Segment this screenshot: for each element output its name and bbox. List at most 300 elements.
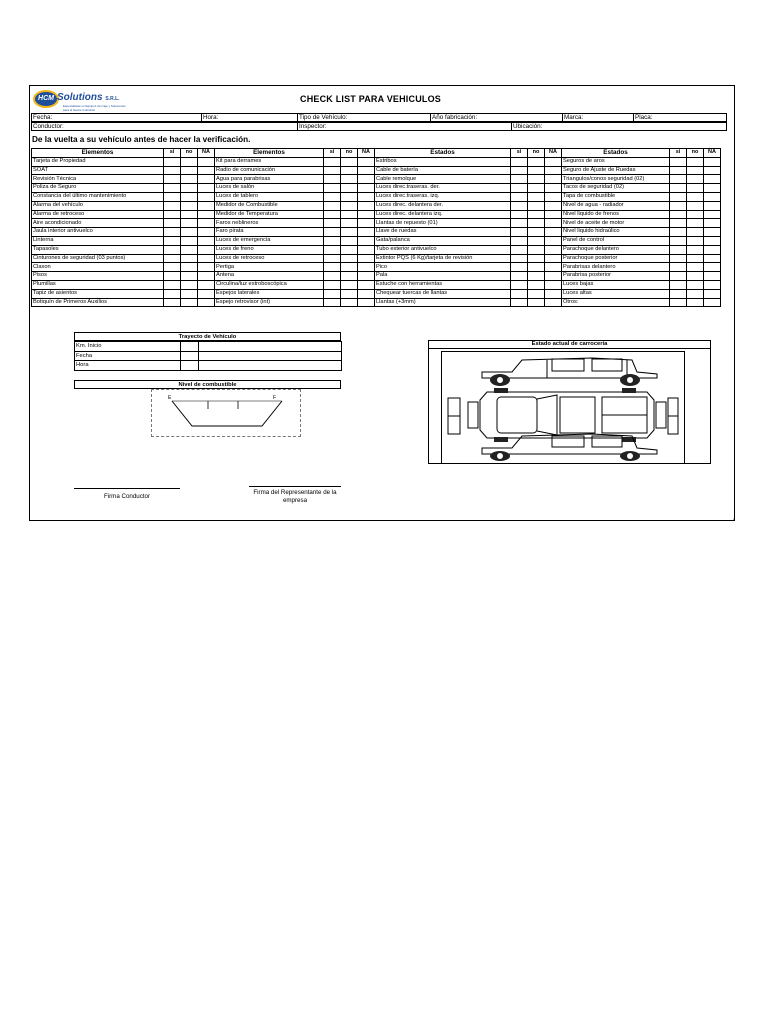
- check-na-cell[interactable]: [358, 272, 375, 281]
- item-label: Estribos: [375, 157, 511, 166]
- check-no-cell[interactable]: [341, 236, 358, 245]
- check-na-cell[interactable]: [704, 166, 721, 175]
- check-na-cell[interactable]: [358, 219, 375, 228]
- check-na-cell[interactable]: [545, 192, 562, 201]
- driver-signature-label: Firma Conductor: [103, 493, 151, 500]
- check-no-cell[interactable]: [687, 272, 704, 281]
- check-na-cell[interactable]: [198, 263, 215, 272]
- fuel-gauge-graphic: [152, 390, 302, 438]
- item-label: Alarma de retroceso: [32, 210, 164, 219]
- check-na-cell[interactable]: [545, 263, 562, 272]
- check-na-cell[interactable]: [358, 201, 375, 210]
- table-row: [32, 254, 721, 263]
- check-si-cell[interactable]: [670, 210, 687, 219]
- item-label: Alarma del vehículo: [32, 201, 164, 210]
- check-si-cell[interactable]: [670, 228, 687, 237]
- table-row: [32, 157, 721, 166]
- check-si-cell[interactable]: [164, 289, 181, 298]
- check-na-cell[interactable]: [704, 157, 721, 166]
- table-row: [32, 298, 721, 307]
- check-no-cell[interactable]: [528, 192, 545, 201]
- check-na-cell[interactable]: [545, 210, 562, 219]
- check-na-cell[interactable]: [358, 157, 375, 166]
- check-na-cell[interactable]: [704, 175, 721, 184]
- item-label: Medidor de Combustible: [215, 201, 324, 210]
- check-si-cell[interactable]: [324, 201, 341, 210]
- check-na-cell[interactable]: [198, 219, 215, 228]
- trip-row: [75, 361, 342, 371]
- item-label: Radio de comunicación: [215, 166, 324, 175]
- item-label: Panel de control: [562, 236, 670, 245]
- check-na-cell[interactable]: [545, 157, 562, 166]
- check-no-cell[interactable]: [181, 289, 198, 298]
- field-inspector[interactable]: Inspector:: [297, 123, 511, 131]
- inspection-table: [31, 148, 721, 307]
- check-no-cell[interactable]: [181, 210, 198, 219]
- check-na-cell[interactable]: [198, 228, 215, 237]
- header-estados: Estados: [562, 149, 670, 158]
- header-no: no: [181, 149, 198, 158]
- check-no-cell[interactable]: [341, 157, 358, 166]
- check-no-cell[interactable]: [528, 272, 545, 281]
- check-si-cell[interactable]: [670, 280, 687, 289]
- item-label: Chequear tuercas de llantas: [375, 289, 511, 298]
- check-na-cell[interactable]: [198, 245, 215, 254]
- check-no-cell[interactable]: [341, 272, 358, 281]
- check-na-cell[interactable]: [704, 210, 721, 219]
- check-si-cell[interactable]: [670, 272, 687, 281]
- table-row: [32, 184, 721, 193]
- check-no-cell[interactable]: [528, 175, 545, 184]
- check-na-cell[interactable]: [545, 228, 562, 237]
- check-no-cell[interactable]: [341, 289, 358, 298]
- check-na-cell[interactable]: [704, 254, 721, 263]
- check-no-cell[interactable]: [528, 219, 545, 228]
- check-no-cell[interactable]: [181, 280, 198, 289]
- table-row: [32, 263, 721, 272]
- check-no-cell[interactable]: [528, 289, 545, 298]
- check-no-cell[interactable]: [181, 298, 198, 307]
- item-label: Cable de batería: [375, 166, 511, 175]
- check-si-cell[interactable]: [164, 298, 181, 307]
- item-label: Luces bajas: [562, 280, 670, 289]
- item-label: Luces de retroceso: [215, 254, 324, 263]
- check-na-cell[interactable]: [198, 166, 215, 175]
- check-no-cell[interactable]: [341, 166, 358, 175]
- check-no-cell[interactable]: [341, 201, 358, 210]
- field-ubicacion[interactable]: Ubicación:: [511, 123, 728, 131]
- check-no-cell[interactable]: [528, 245, 545, 254]
- check-si-cell[interactable]: [511, 245, 528, 254]
- check-na-cell[interactable]: [704, 228, 721, 237]
- check-si-cell[interactable]: [324, 272, 341, 281]
- body-state-title: Estado actual de carrocería: [428, 340, 711, 349]
- check-na-cell[interactable]: [198, 272, 215, 281]
- driver-signature-line[interactable]: [74, 488, 180, 489]
- check-na-cell[interactable]: [358, 289, 375, 298]
- check-no-cell[interactable]: [687, 166, 704, 175]
- check-no-cell[interactable]: [181, 263, 198, 272]
- check-no-cell[interactable]: [528, 228, 545, 237]
- check-na-cell[interactable]: [545, 166, 562, 175]
- check-no-cell[interactable]: [528, 157, 545, 166]
- check-na-cell[interactable]: [704, 289, 721, 298]
- trip-value-cell[interactable]: [199, 342, 342, 352]
- check-na-cell[interactable]: [358, 236, 375, 245]
- field-tipo-vehiculo[interactable]: Tipo de Vehículo:: [297, 114, 430, 122]
- check-no-cell[interactable]: [181, 184, 198, 193]
- check-na-cell[interactable]: [358, 245, 375, 254]
- item-label: Plumillas: [32, 280, 164, 289]
- check-na-cell[interactable]: [198, 157, 215, 166]
- header-no: no: [341, 149, 358, 158]
- item-label: Constancia del último mantenimiento: [32, 192, 164, 201]
- check-si-cell[interactable]: [511, 184, 528, 193]
- company-rep-signature-line[interactable]: [249, 486, 341, 487]
- check-na-cell[interactable]: [198, 298, 215, 307]
- check-si-cell[interactable]: [164, 254, 181, 263]
- check-no-cell[interactable]: [687, 184, 704, 193]
- check-no-cell[interactable]: [528, 298, 545, 307]
- item-label: Llave de ruedas: [375, 228, 511, 237]
- check-no-cell[interactable]: [687, 192, 704, 201]
- check-si-cell[interactable]: [164, 236, 181, 245]
- check-na-cell[interactable]: [198, 254, 215, 263]
- trip-table: [74, 341, 342, 371]
- check-si-cell[interactable]: [324, 254, 341, 263]
- check-si-cell[interactable]: [324, 166, 341, 175]
- check-na-cell[interactable]: [198, 210, 215, 219]
- item-label: Cable remolque: [375, 175, 511, 184]
- item-label: Seguros de aros: [562, 157, 670, 166]
- vehicle-diagram[interactable]: [441, 351, 685, 464]
- check-no-cell[interactable]: [687, 236, 704, 245]
- check-si-cell[interactable]: [670, 157, 687, 166]
- table-row: [32, 289, 721, 298]
- check-no-cell[interactable]: [341, 175, 358, 184]
- check-no-cell[interactable]: [687, 245, 704, 254]
- check-si-cell[interactable]: [164, 175, 181, 184]
- item-label: Estuche con herramientas: [375, 280, 511, 289]
- check-si-cell[interactable]: [670, 219, 687, 228]
- field-fecha[interactable]: Fecha:: [33, 114, 53, 121]
- check-si-cell[interactable]: [511, 228, 528, 237]
- check-na-cell[interactable]: [198, 201, 215, 210]
- corner-mark: x: [733, 517, 735, 521]
- check-si-cell[interactable]: [511, 280, 528, 289]
- check-si-cell[interactable]: [511, 254, 528, 263]
- fuel-empty-label: E: [168, 395, 172, 401]
- check-si-cell[interactable]: [670, 289, 687, 298]
- header-na: NA: [545, 149, 562, 158]
- check-na-cell[interactable]: [545, 175, 562, 184]
- trip-value-cell[interactable]: [199, 351, 342, 361]
- check-no-cell[interactable]: [181, 272, 198, 281]
- logo-brand-name: Solutions: [57, 92, 103, 103]
- check-no-cell[interactable]: [687, 298, 704, 307]
- field-placa[interactable]: Placa:: [633, 114, 728, 122]
- check-si-cell[interactable]: [164, 192, 181, 201]
- check-na-cell[interactable]: [704, 272, 721, 281]
- check-na-cell[interactable]: [198, 192, 215, 201]
- check-na-cell[interactable]: [545, 245, 562, 254]
- header-si: si: [164, 149, 181, 158]
- check-si-cell[interactable]: [324, 157, 341, 166]
- trip-value-cell[interactable]: [181, 342, 199, 352]
- check-no-cell[interactable]: [181, 228, 198, 237]
- check-si-cell[interactable]: [324, 210, 341, 219]
- check-si-cell[interactable]: [164, 272, 181, 281]
- check-si-cell[interactable]: [511, 175, 528, 184]
- check-na-cell[interactable]: [358, 298, 375, 307]
- check-no-cell[interactable]: [181, 175, 198, 184]
- check-si-cell[interactable]: [511, 298, 528, 307]
- check-no-cell[interactable]: [341, 192, 358, 201]
- check-si-cell[interactable]: [511, 157, 528, 166]
- item-label: Parabrisas delantero: [562, 263, 670, 272]
- check-no-cell[interactable]: [687, 175, 704, 184]
- check-na-cell[interactable]: [358, 184, 375, 193]
- check-si-cell[interactable]: [670, 263, 687, 272]
- item-label: Cinturones de seguridad (03 puntos): [32, 254, 164, 263]
- check-na-cell[interactable]: [358, 263, 375, 272]
- check-si-cell[interactable]: [164, 245, 181, 254]
- check-na-cell[interactable]: [704, 184, 721, 193]
- check-si-cell[interactable]: [511, 219, 528, 228]
- item-label: Antena: [215, 272, 324, 281]
- check-si-cell[interactable]: [164, 157, 181, 166]
- company-logo: [33, 89, 133, 114]
- check-no-cell[interactable]: [528, 184, 545, 193]
- check-na-cell[interactable]: [704, 236, 721, 245]
- check-no-cell[interactable]: [687, 289, 704, 298]
- item-label: Botiquín de Primeros Auxilios: [32, 298, 164, 307]
- item-label: Claxon: [32, 263, 164, 272]
- check-si-cell[interactable]: [164, 263, 181, 272]
- check-na-cell[interactable]: [545, 254, 562, 263]
- check-na-cell[interactable]: [545, 289, 562, 298]
- body-state-panel: [428, 340, 711, 464]
- trip-value-cell[interactable]: [199, 361, 342, 371]
- check-no-cell[interactable]: [687, 228, 704, 237]
- check-na-cell[interactable]: [704, 298, 721, 307]
- check-si-cell[interactable]: [324, 236, 341, 245]
- check-si-cell[interactable]: [511, 166, 528, 175]
- check-no-cell[interactable]: [687, 157, 704, 166]
- check-si-cell[interactable]: [324, 289, 341, 298]
- check-na-cell[interactable]: [198, 184, 215, 193]
- check-no-cell[interactable]: [181, 254, 198, 263]
- check-no-cell[interactable]: [687, 280, 704, 289]
- field-hora[interactable]: Hora:: [201, 114, 297, 122]
- check-si-cell[interactable]: [164, 184, 181, 193]
- check-na-cell[interactable]: [358, 228, 375, 237]
- header-si: si: [511, 149, 528, 158]
- check-na-cell[interactable]: [704, 263, 721, 272]
- check-si-cell[interactable]: [670, 236, 687, 245]
- check-na-cell[interactable]: [358, 254, 375, 263]
- check-si-cell[interactable]: [164, 219, 181, 228]
- trip-value-cell[interactable]: [181, 351, 199, 361]
- check-no-cell[interactable]: [528, 201, 545, 210]
- check-no-cell[interactable]: [528, 166, 545, 175]
- check-na-cell[interactable]: [358, 280, 375, 289]
- check-na-cell[interactable]: [198, 236, 215, 245]
- item-label: Triangulos/conos seguridad (02): [562, 175, 670, 184]
- check-no-cell[interactable]: [341, 219, 358, 228]
- check-na-cell[interactable]: [198, 175, 215, 184]
- check-na-cell[interactable]: [545, 236, 562, 245]
- header-na: NA: [198, 149, 215, 158]
- check-no-cell[interactable]: [341, 210, 358, 219]
- check-si-cell[interactable]: [164, 228, 181, 237]
- info-row-people: [31, 122, 727, 131]
- check-si-cell[interactable]: [324, 245, 341, 254]
- check-no-cell[interactable]: [181, 201, 198, 210]
- check-si-cell[interactable]: [511, 272, 528, 281]
- item-label: Tarjeta de Propiedad: [32, 157, 164, 166]
- check-no-cell[interactable]: [528, 210, 545, 219]
- item-label: Llantas (+3mm): [375, 298, 511, 307]
- check-na-cell[interactable]: [198, 280, 215, 289]
- check-si-cell[interactable]: [511, 192, 528, 201]
- check-na-cell[interactable]: [358, 166, 375, 175]
- check-si-cell[interactable]: [670, 166, 687, 175]
- check-na-cell[interactable]: [545, 184, 562, 193]
- check-si-cell[interactable]: [670, 175, 687, 184]
- check-na-cell[interactable]: [545, 280, 562, 289]
- field-marca[interactable]: Marca:: [562, 114, 633, 122]
- check-si-cell[interactable]: [670, 245, 687, 254]
- check-no-cell[interactable]: [181, 219, 198, 228]
- inspection-table-body: [32, 157, 721, 307]
- check-si-cell[interactable]: [324, 192, 341, 201]
- check-si-cell[interactable]: [324, 263, 341, 272]
- header-no: no: [687, 149, 704, 158]
- item-label: Seguro de Ajuste de Ruedas: [562, 166, 670, 175]
- check-si-cell[interactable]: [164, 201, 181, 210]
- check-si-cell[interactable]: [670, 298, 687, 307]
- item-label: Nivel de agua - radiador: [562, 201, 670, 210]
- check-no-cell[interactable]: [341, 245, 358, 254]
- check-na-cell[interactable]: [704, 219, 721, 228]
- check-na-cell[interactable]: [545, 201, 562, 210]
- table-row: [32, 166, 721, 175]
- check-no-cell[interactable]: [528, 254, 545, 263]
- check-no-cell[interactable]: [181, 236, 198, 245]
- check-no-cell[interactable]: [181, 245, 198, 254]
- check-si-cell[interactable]: [324, 219, 341, 228]
- check-na-cell[interactable]: [358, 210, 375, 219]
- check-no-cell[interactable]: [181, 157, 198, 166]
- table-row: [32, 280, 721, 289]
- header-si: si: [324, 149, 341, 158]
- check-no-cell[interactable]: [341, 254, 358, 263]
- item-label: Faros neblineros: [215, 219, 324, 228]
- field-conductor[interactable]: Conductor:: [33, 123, 64, 130]
- check-si-cell[interactable]: [670, 254, 687, 263]
- trip-table-body: [75, 342, 342, 371]
- check-na-cell[interactable]: [704, 245, 721, 254]
- check-no-cell[interactable]: [341, 280, 358, 289]
- item-label: Parachoque posterior: [562, 254, 670, 263]
- table-row: [32, 210, 721, 219]
- item-label: Luces direc.traseras. izq.: [375, 192, 511, 201]
- check-si-cell[interactable]: [511, 210, 528, 219]
- check-si-cell[interactable]: [324, 184, 341, 193]
- check-no-cell[interactable]: [528, 263, 545, 272]
- check-na-cell[interactable]: [198, 289, 215, 298]
- check-si-cell[interactable]: [511, 201, 528, 210]
- item-label: Pertiga: [215, 263, 324, 272]
- info-row-vehicle: [31, 113, 727, 122]
- check-no-cell[interactable]: [687, 201, 704, 210]
- check-no-cell[interactable]: [687, 263, 704, 272]
- check-si-cell[interactable]: [511, 289, 528, 298]
- trip-label: Hora: [75, 361, 181, 371]
- check-si-cell[interactable]: [164, 280, 181, 289]
- check-no-cell[interactable]: [687, 210, 704, 219]
- check-si-cell[interactable]: [164, 210, 181, 219]
- check-na-cell[interactable]: [545, 298, 562, 307]
- verification-instruction: De la vuelta a su vehículo antes de hacer la verificación.: [32, 135, 251, 144]
- header-estados: Estados: [375, 149, 511, 158]
- check-na-cell[interactable]: [704, 201, 721, 210]
- check-na-cell[interactable]: [358, 175, 375, 184]
- check-si-cell[interactable]: [324, 228, 341, 237]
- table-row: [32, 201, 721, 210]
- check-si-cell[interactable]: [511, 236, 528, 245]
- check-si-cell[interactable]: [511, 263, 528, 272]
- check-no-cell[interactable]: [341, 263, 358, 272]
- item-label: SOAT: [32, 166, 164, 175]
- check-no-cell[interactable]: [181, 192, 198, 201]
- check-si-cell[interactable]: [164, 166, 181, 175]
- check-si-cell[interactable]: [324, 175, 341, 184]
- check-na-cell[interactable]: [704, 192, 721, 201]
- check-si-cell[interactable]: [670, 192, 687, 201]
- check-si-cell[interactable]: [670, 184, 687, 193]
- item-label: Parachoque delantero: [562, 245, 670, 254]
- item-label: Nivel liquido hidraúlico: [562, 228, 670, 237]
- check-no-cell[interactable]: [341, 298, 358, 307]
- check-na-cell[interactable]: [545, 272, 562, 281]
- check-na-cell[interactable]: [545, 219, 562, 228]
- check-no-cell[interactable]: [687, 219, 704, 228]
- item-label: Pico: [375, 263, 511, 272]
- field-ano-fabricacion[interactable]: Año fabricación:: [430, 114, 562, 122]
- item-label: Linterna: [32, 236, 164, 245]
- item-label: Medidor de Temperatura: [215, 210, 324, 219]
- check-no-cell[interactable]: [341, 184, 358, 193]
- check-no-cell[interactable]: [687, 254, 704, 263]
- check-no-cell[interactable]: [528, 236, 545, 245]
- check-no-cell[interactable]: [341, 228, 358, 237]
- check-si-cell[interactable]: [324, 280, 341, 289]
- check-na-cell[interactable]: [704, 280, 721, 289]
- table-row: [32, 175, 721, 184]
- item-label: Jaula interior antivuelco: [32, 228, 164, 237]
- logo-brand-suffix: S.R.L.: [105, 96, 120, 102]
- check-no-cell[interactable]: [181, 166, 198, 175]
- trip-value-cell[interactable]: [181, 361, 199, 371]
- check-si-cell[interactable]: [324, 298, 341, 307]
- item-label: Espejo retrovisor (int): [215, 298, 324, 307]
- check-no-cell[interactable]: [528, 280, 545, 289]
- check-si-cell[interactable]: [670, 201, 687, 210]
- check-na-cell[interactable]: [358, 192, 375, 201]
- item-label: Tapasoles: [32, 245, 164, 254]
